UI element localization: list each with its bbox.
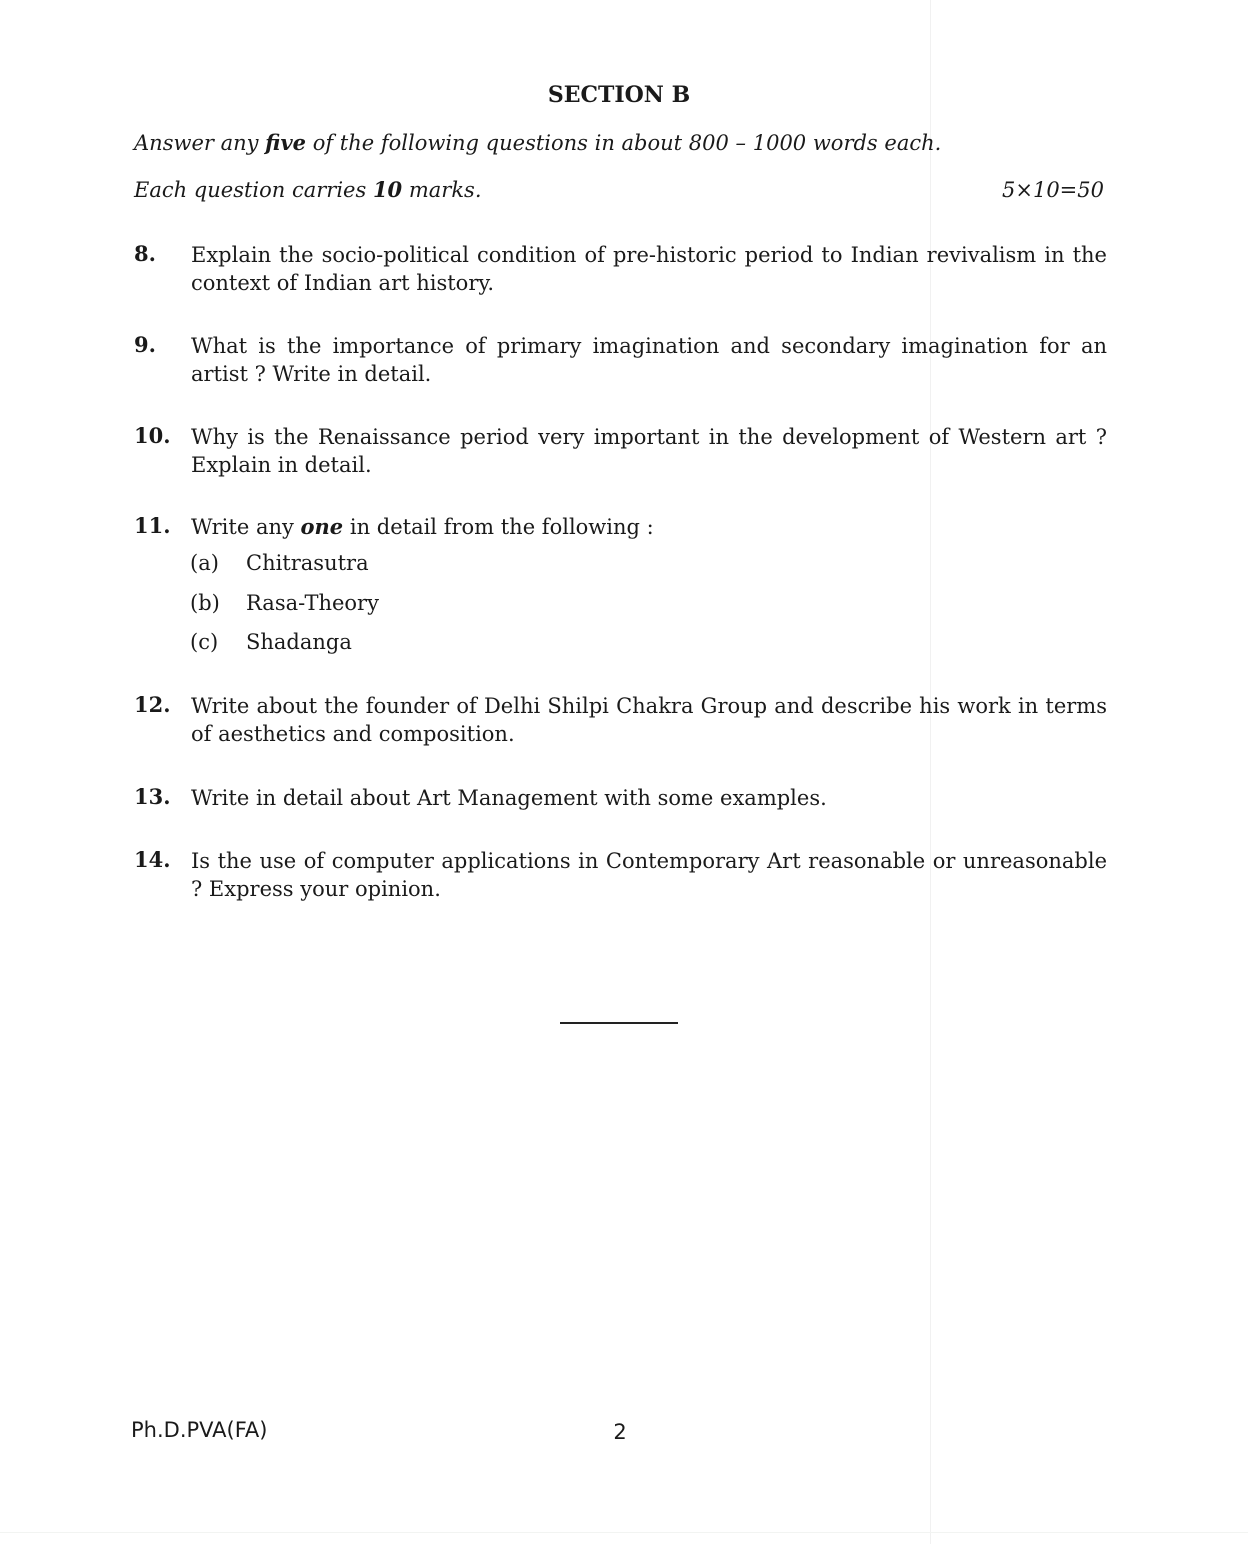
question-text: What is the importance of primary imagination and secondary imagination for an artist ? Write in detail. (191, 334, 1107, 386)
question-text: Why is the Renaissance period very important in the development of Western art ? Explain in detail. (191, 425, 1107, 477)
marks-instruction: Each question carries 10 marks. (134, 177, 482, 202)
option-text: Chitrasutra (246, 551, 369, 575)
question-number: 13. (134, 784, 171, 809)
end-rule (560, 1022, 678, 1024)
question-number: 9. (134, 332, 156, 357)
question-text: Write in detail about Art Management with some examples. (191, 786, 827, 810)
question-text: Write any one in detail from the following : (191, 514, 654, 539)
question-text: Write about the founder of Delhi Shilpi Chakra Group and describe his work in terms of aesthetics and composition. (191, 694, 1107, 746)
option-label: (a) (190, 551, 219, 575)
option-text: Shadanga (246, 630, 352, 654)
question-number: 14. (134, 847, 171, 872)
question-number: 12. (134, 692, 171, 717)
section-instruction: Answer any five of the following questions in about 800 – 1000 words each. (134, 130, 942, 155)
question-number: 11. (134, 513, 171, 538)
total-marks: 5×10=50 (1002, 178, 1104, 202)
scan-artifact-line (930, 0, 931, 1544)
question-number: 8. (134, 241, 156, 266)
question-number: 10. (134, 423, 171, 448)
page-number: 2 (613, 1420, 627, 1444)
option-label: (c) (190, 630, 219, 654)
paper-code: Ph.D.PVA(FA) (131, 1418, 268, 1442)
question-text: Is the use of computer applications in Contemporary Art reasonable or unreasonable ? Express your opinion. (191, 849, 1107, 901)
section-title: SECTION B (547, 82, 691, 108)
option-text: Rasa-Theory (246, 591, 379, 615)
scan-artifact-line-bottom (0, 1532, 1248, 1533)
option-label: (b) (190, 591, 220, 615)
question-text: Explain the socio-political condition of pre-historic period to Indian revivalism in the context of Indian art history. (191, 243, 1107, 295)
